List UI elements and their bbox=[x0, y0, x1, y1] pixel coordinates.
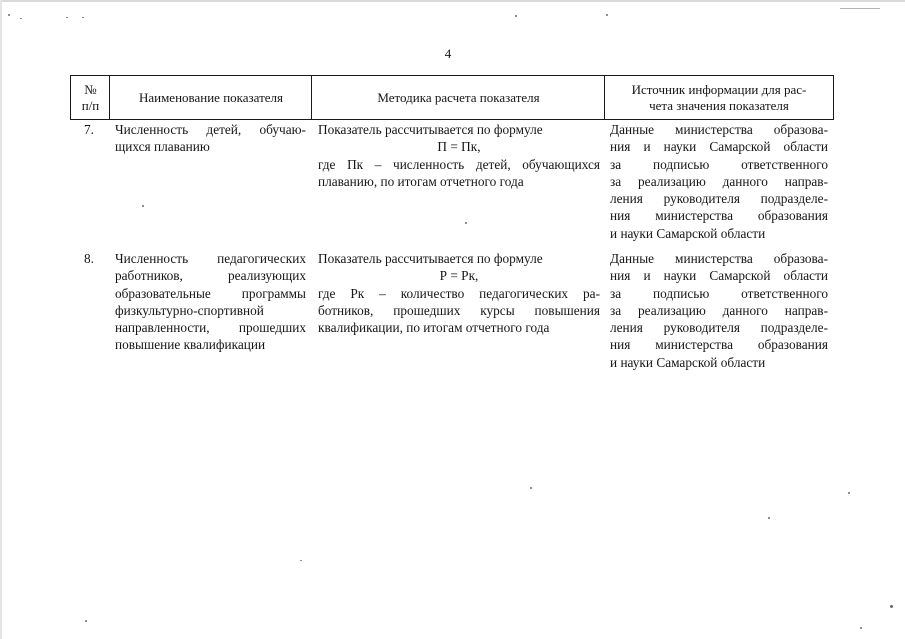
text-line: ления руководителя подразделе- bbox=[610, 191, 828, 207]
calculation-method bbox=[318, 250, 600, 336]
header-method-label: Методика расчета показателя bbox=[377, 89, 540, 105]
text-line: где Пк – численность детей, обучающихся bbox=[318, 156, 600, 172]
text-line: работников, реализующих bbox=[115, 268, 306, 284]
page-number: 4 bbox=[444, 46, 452, 61]
text-line: Численность детей, обучаю- bbox=[115, 122, 306, 137]
header-source-line1: Источник информации для рас- bbox=[631, 81, 807, 97]
header-name-label: Наименование показателя bbox=[138, 89, 284, 105]
scan-speck bbox=[840, 8, 880, 9]
formula: П = Пк, bbox=[437, 139, 481, 155]
scan-speck bbox=[848, 492, 850, 494]
text-line: ния министерства образования bbox=[610, 337, 828, 353]
text-line: Численность педагогических bbox=[115, 251, 306, 266]
indicator-name bbox=[115, 121, 306, 156]
text-line: где Рк – количество педагогических ра- bbox=[318, 285, 600, 301]
text-line: за подписью ответственного bbox=[610, 156, 828, 172]
scan-edge-left bbox=[0, 0, 2, 639]
scan-speck bbox=[20, 18, 22, 19]
text-line: Данные министерства образова- bbox=[610, 251, 828, 266]
scan-speck bbox=[530, 487, 532, 489]
text-line: за реализацию данного направ- bbox=[610, 173, 828, 189]
calculation-method bbox=[318, 121, 600, 190]
scan-speck bbox=[890, 605, 893, 608]
row-number: 7. bbox=[84, 122, 94, 137]
text-line: ления руководителя подразделе- bbox=[610, 320, 828, 336]
text-line: за реализацию данного направ- bbox=[610, 302, 828, 318]
scan-speck bbox=[82, 17, 84, 18]
scan-speck bbox=[515, 15, 517, 17]
text-line: ния и науки Самарской области bbox=[610, 139, 828, 155]
indicator-name bbox=[115, 250, 306, 354]
text-line: плаванию, по итогам отчетного года bbox=[318, 173, 524, 189]
header-source bbox=[604, 75, 834, 120]
header-num-line1: № bbox=[84, 81, 97, 97]
text-line: за подписью ответственного bbox=[610, 285, 828, 301]
scan-speck bbox=[606, 14, 608, 16]
text-line: Показатель рассчитывается по формуле bbox=[318, 251, 543, 266]
header-name bbox=[109, 75, 312, 120]
formula: Р = Рк, bbox=[439, 268, 479, 284]
scan-speck bbox=[300, 560, 302, 561]
scan-speck bbox=[860, 627, 862, 629]
text-line: и науки Самарской области bbox=[610, 354, 766, 370]
text-line: направленности, прошедших bbox=[115, 320, 306, 336]
information-source bbox=[610, 250, 828, 371]
scan-speck bbox=[66, 17, 68, 18]
text-line: щихся плаванию bbox=[115, 139, 210, 155]
header-num bbox=[70, 75, 110, 120]
text-line: ботников, прошедших курсы повышения bbox=[318, 302, 600, 318]
text-line: и науки Самарской области bbox=[610, 225, 766, 241]
scan-edge-top bbox=[0, 0, 905, 2]
row-number: 8. bbox=[84, 251, 94, 266]
text-line: ния министерства образования bbox=[610, 208, 828, 224]
header-num-line2: п/п bbox=[81, 97, 100, 113]
scan-speck bbox=[142, 205, 144, 207]
text-line: квалификации, по итогам отчетного года bbox=[318, 320, 550, 336]
header-method bbox=[311, 75, 605, 120]
text-line: образовательные программы bbox=[115, 285, 306, 301]
scan-speck bbox=[8, 14, 10, 16]
information-source bbox=[610, 121, 828, 242]
text-line: Данные министерства образова- bbox=[610, 122, 828, 137]
scan-speck bbox=[768, 517, 770, 519]
text-line: Показатель рассчитывается по формуле bbox=[318, 122, 543, 137]
scan-speck bbox=[85, 620, 87, 622]
text-line: повышение квалификации bbox=[115, 337, 266, 353]
text-line: ния и науки Самарской области bbox=[610, 268, 828, 284]
text-line: физкультурно-спортивной bbox=[115, 302, 264, 318]
scan-speck bbox=[465, 222, 467, 224]
header-source-line2: чета значения показателя bbox=[649, 97, 789, 113]
